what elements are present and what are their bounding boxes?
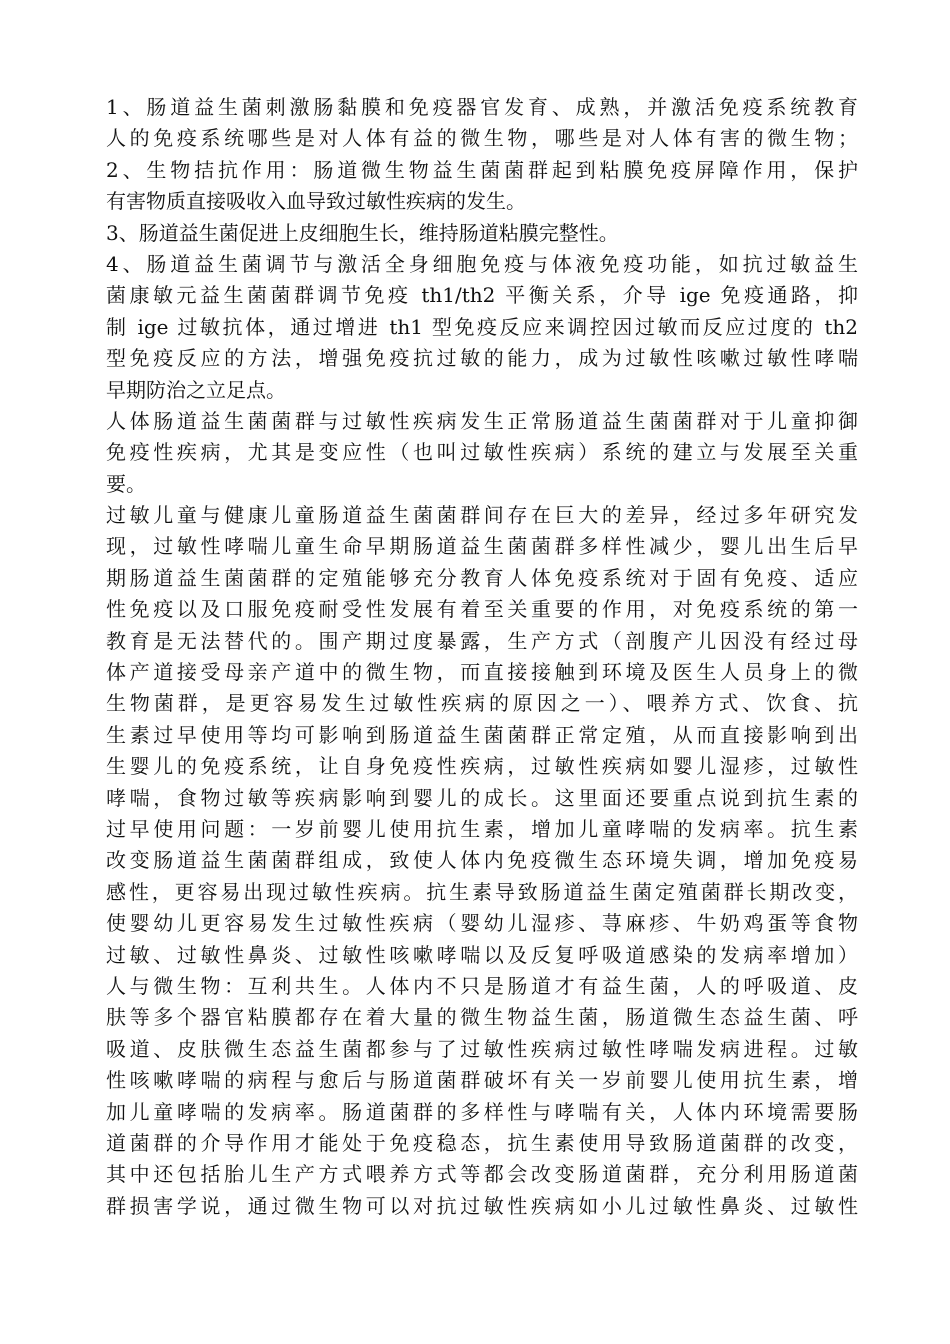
text-line: 使婴幼儿更容易发生过敏性疾病（婴幼儿湿疹、荨麻疹、牛奶鸡蛋等食物 xyxy=(106,911,858,936)
text-line: 有害物质直接吸收入血导致过敏性疾病的发生。 xyxy=(106,189,526,214)
text-line: 生物菌群，是更容易发生过敏性疾病的原因之一）、喂养方式、饮食、抗 xyxy=(106,691,858,716)
text-line: 改变肠道益生菌菌群组成，致使人体内免疫微生态环境失调，增加免疫易 xyxy=(106,848,858,873)
text-line: 哮喘，食物过敏等疾病影响到婴儿的成长。这里面还要重点说到抗生素的 xyxy=(106,785,858,810)
text-line: 群损害学说，通过微生物可以对抗过敏性疾病如小儿过敏性鼻炎、过敏性 xyxy=(106,1193,858,1218)
text-line: 生素过早使用等均可影响到肠道益生菌菌群正常定殖，从而直接影响到出 xyxy=(106,722,858,747)
text-line: 过敏儿童与健康儿童肠道益生菌菌群间存在巨大的差异，经过多年研究发 xyxy=(106,503,858,528)
text-line: 加儿童哮喘的发病率。肠道菌群的多样性与哮喘有关，人体内环境需要肠 xyxy=(106,1099,858,1124)
text-line: 要。 xyxy=(106,471,146,496)
text-line: 人体肠道益生菌菌群与过敏性疾病发生正常肠道益生菌菌群对于儿童抑御 xyxy=(106,408,858,433)
text-line: 感性，更容易出现过敏性疾病。抗生素导致肠道益生菌定殖菌群长期改变， xyxy=(106,879,858,904)
text-line: 生婴儿的免疫系统，让自身免疫性疾病，过敏性疾病如婴儿湿疹，过敏性 xyxy=(106,754,858,779)
text-line: 其中还包括胎儿生产方式喂养方式等都会改变肠道菌群，充分利用肠道菌 xyxy=(106,1162,858,1187)
text-line: 人的免疫系统哪些是对人体有益的微生物，哪些是对人体有害的微生物； xyxy=(106,126,858,151)
text-line: 1、肠道益生菌刺激肠黏膜和免疫器官发育、成熟，并激活免疫系统教育 xyxy=(106,95,858,119)
text-line: 期肠道益生菌菌群的定殖能够充分教育人体免疫系统对于固有免疫、适应 xyxy=(106,565,858,590)
text-line: 型免疫反应的方法，增强免疫抗过敏的能力，成为过敏性咳嗽过敏性哮喘 xyxy=(106,346,858,371)
text-line: 性免疫以及口服免疫耐受性发展有着至关重要的作用，对免疫系统的第一 xyxy=(106,597,858,622)
text-line: 早期防治之立足点。 xyxy=(106,377,286,402)
text-line: 过敏、过敏性鼻炎、过敏性咳嗽哮喘以及反复呼吸道感染的发病率增加） xyxy=(106,942,858,967)
text-line: 2、生物拮抗作用：肠道微生物益生菌菌群起到粘膜免疫屏障作用，保护 xyxy=(106,157,858,182)
text-line: 道菌群的介导作用才能处于免疫稳态，抗生素使用导致肠道菌群的改变， xyxy=(106,1130,858,1155)
text-line: 肤等多个器官粘膜都存在着大量的微生物益生菌，肠道微生态益生菌、呼 xyxy=(106,1005,858,1030)
text-line: 人与微生物：互利共生。人体内不只是肠道才有益生菌，人的呼吸道、皮 xyxy=(106,973,858,998)
text-line: 3、肠道益生菌促进上皮细胞生长，维持肠道粘膜完整性。 xyxy=(106,220,619,245)
text-line: 4、肠道益生菌调节与激活全身细胞免疫与体液免疫功能，如抗过敏益生 xyxy=(106,251,858,276)
text-line: 吸道、皮肤微生态益生菌都参与了过敏性疾病过敏性哮喘发病进程。过敏 xyxy=(106,1036,858,1061)
text-line: 教育是无法替代的。围产期过度暴露，生产方式（剖腹产儿因没有经过母 xyxy=(106,628,858,653)
text-line: 制 ige 过敏抗体，通过增进 th1 型免疫反应来调控因过敏而反应过度的 th2 xyxy=(106,314,858,339)
text-line: 免疫性疾病，尤其是变应性（也叫过敏性疾病）系统的建立与发展至关重 xyxy=(106,440,858,465)
document-body xyxy=(106,92,858,1222)
text-line: 过早使用问题：一岁前婴儿使用抗生素，增加儿童哮喘的发病率。抗生素 xyxy=(106,816,858,841)
text-line: 性咳嗽哮喘的病程与愈后与肠道菌群破坏有关一岁前婴儿使用抗生素，增 xyxy=(106,1068,858,1093)
text-line: 体产道接受母亲产道中的微生物，而直接接触到环境及医生人员身上的微 xyxy=(106,660,858,685)
text-line: 菌康敏元益生菌菌群调节免疫 th1/th2 平衡关系，介导 ige 免疫通路，抑 xyxy=(106,283,858,308)
text-line: 现，过敏性哮喘儿童生命早期肠道益生菌菌群多样性减少，婴儿出生后早 xyxy=(106,534,858,559)
